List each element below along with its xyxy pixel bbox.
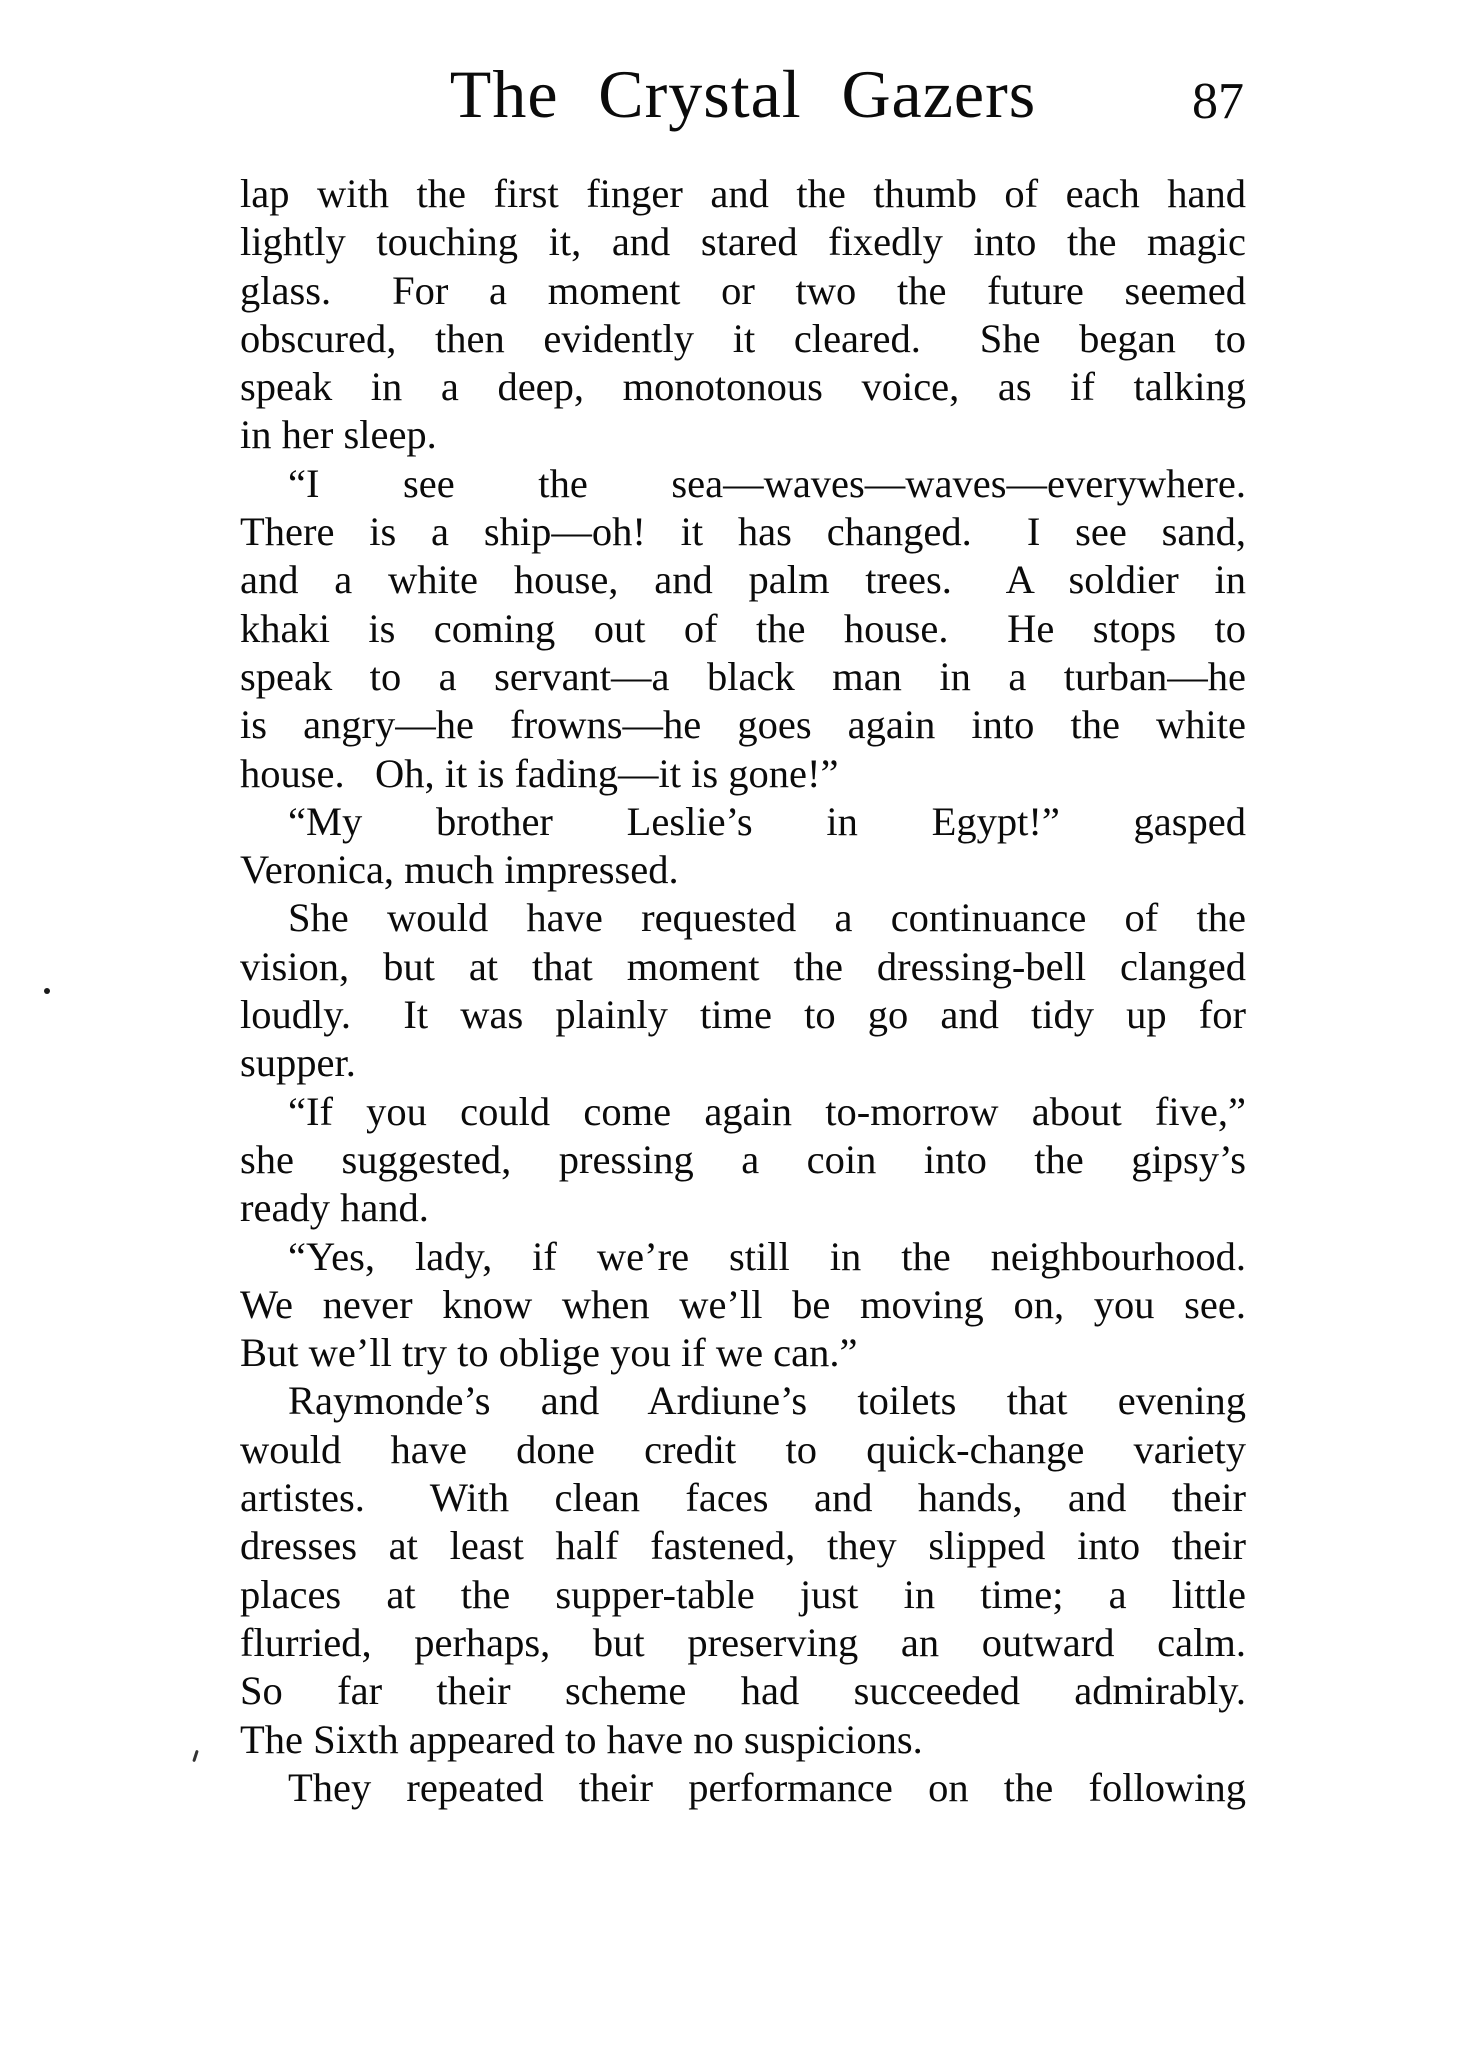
text-line: Veronica, much impressed. [240, 847, 679, 893]
text-line: speak in a deep, monotonous voice, as if talking [240, 364, 1246, 410]
text-line: “My brother Leslie’s in Egypt!” gasped [288, 798, 1246, 844]
scan-speck [44, 988, 50, 994]
text-line: house. Oh, it is fading—it is gone!” [240, 750, 839, 796]
text-line: “I see the sea—waves—waves—everywhere. [288, 460, 1246, 506]
text-line: places at the supper-table just in time; a little [240, 1571, 1246, 1617]
text-line: lightly touching it, and stared fixedly into the magic [240, 219, 1246, 265]
running-title: The Crystal Gazers [449, 56, 1037, 132]
paragraph [240, 460, 1246, 798]
text-line: glass. For a moment or two the future seemed [240, 267, 1246, 313]
text-line: lap with the first finger and the thumb of each hand [240, 171, 1246, 216]
text-line: Raymonde’s and Ardiune’s toilets that evening [288, 1378, 1246, 1424]
text-line: obscured, then evidently it cleared. She began to [240, 315, 1246, 361]
text-line: flurried, perhaps, but preserving an outward calm. [240, 1619, 1246, 1665]
text-line: she suggested, pressing a coin into the gipsy’s [240, 1136, 1246, 1182]
text-line: She would have requested a continuance of the [288, 895, 1246, 941]
paragraph [240, 1764, 1246, 1812]
text-line: artistes. With clean faces and hands, and their [240, 1475, 1246, 1521]
text-line: in her sleep. [240, 412, 437, 458]
text-line: supper. [240, 1040, 356, 1086]
text-line: is angry—he frowns—he goes again into the white [240, 702, 1246, 748]
paragraph [240, 798, 1246, 895]
text-line: They repeated their performance on the following [288, 1764, 1246, 1810]
text-line: vision, but at that moment the dressing-bell clanged [240, 943, 1246, 989]
page-number: 87 [1192, 73, 1244, 130]
text-line: “If you could come again to-morrow about five,” [288, 1088, 1246, 1134]
text-line: We never know when we’ll be moving on, you see. [240, 1281, 1246, 1327]
text-line: loudly. It was plainly time to go and tidy up for [240, 992, 1246, 1038]
text-line: would have done credit to quick-change variety [240, 1426, 1246, 1472]
text-line: “Yes, lady, if we’re still in the neighbourhood. [288, 1233, 1246, 1279]
page-body [240, 170, 1246, 1812]
text-line: So far their scheme had succeeded admirably. [240, 1668, 1246, 1714]
paragraph [240, 170, 1246, 460]
paragraph [240, 894, 1246, 1087]
paragraph [240, 1233, 1246, 1378]
paragraph [240, 1377, 1246, 1763]
text-line: But we’ll try to oblige you if we can.” [240, 1330, 858, 1376]
text-line: There is a ship—oh! it has changed. I see sand, [240, 509, 1246, 555]
text-line: dresses at least half fastened, they slipped into their [240, 1523, 1246, 1569]
paragraph [240, 1088, 1246, 1233]
text-line: speak to a servant—a black man in a turban—he [240, 653, 1246, 699]
scan-speck [192, 1750, 199, 1762]
text-line: The Sixth appeared to have no suspicions. [240, 1716, 923, 1762]
text-line: khaki is coming out of the house. He stops to [240, 605, 1246, 651]
text-block [240, 0, 1246, 2048]
text-line: ready hand. [240, 1185, 429, 1231]
text-line: and a white house, and palm trees. A soldier in [240, 557, 1246, 603]
